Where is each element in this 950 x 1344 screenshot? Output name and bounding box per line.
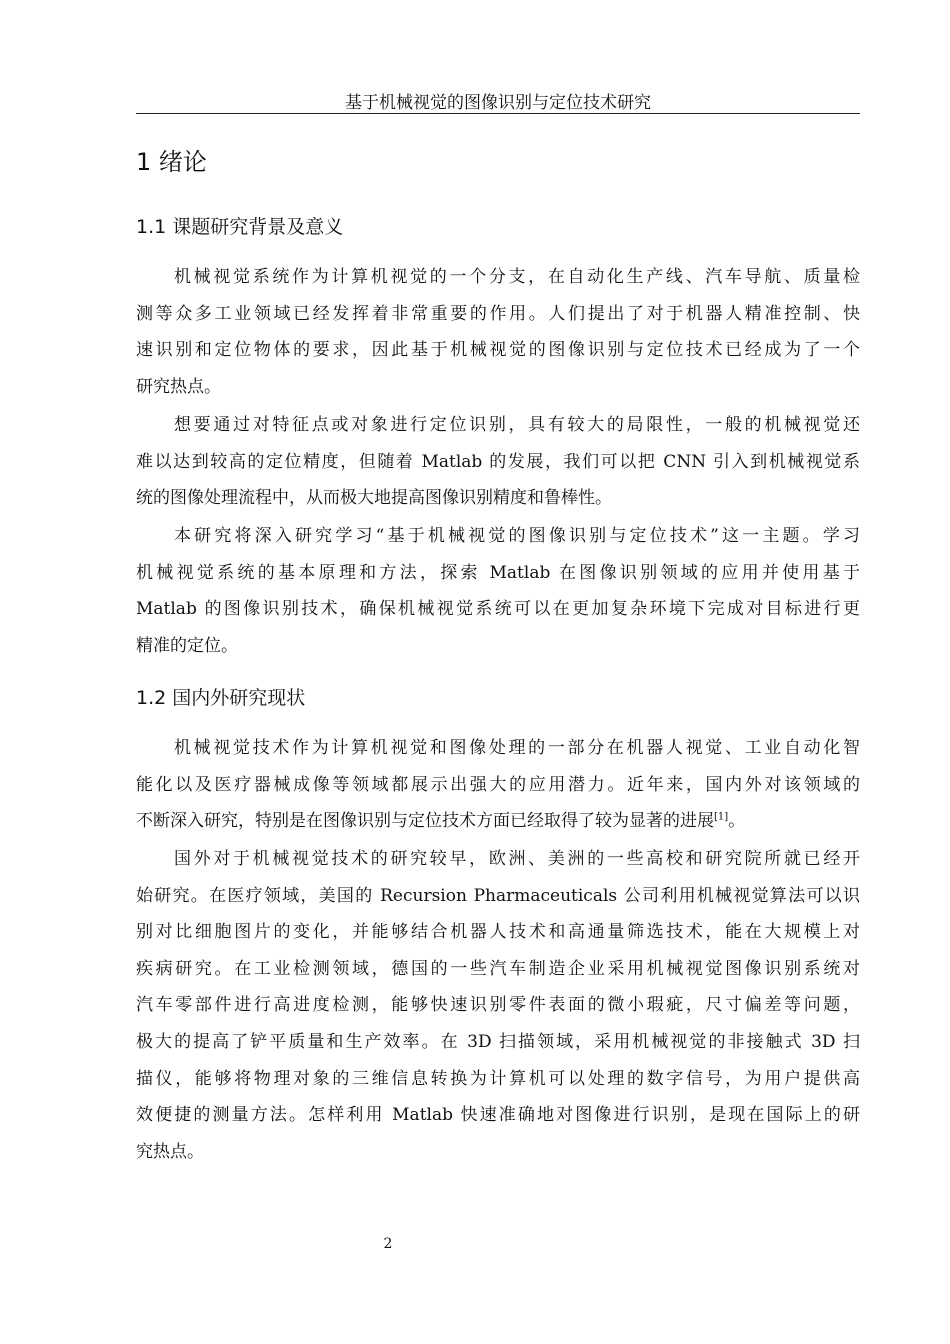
text-line: 本研究将深入研究学习“基于机械视觉的图像识别与定位技术”这一主题。学习 <box>174 526 860 546</box>
paragraph <box>136 407 860 517</box>
text-line: 能化以及医疗器械成像等领域都展示出强大的应用潜力。近年来，国内外对该领域的 <box>136 774 860 795</box>
text-line: 精准的定位。 <box>136 635 238 656</box>
text-run: 不断深入研究，特别是在图像识别与定位技术方面已经取得了较为显著的进展 <box>136 811 714 832</box>
text-line: 测等众多工业领域已经发挥着非常重要的作用。人们提出了对于机器人精准控制、快 <box>136 303 860 324</box>
text-line: 统的图像处理流程中，从而极大地提高图像识别精度和鲁棒性。 <box>136 488 612 509</box>
text-line: Matlab 的图像识别技术，确保机械视觉系统可以在更加复杂环境下完成对目标进行更 <box>136 599 860 620</box>
text-line: 描仪，能够将物理对象的三维信息转换为计算机可以处理的数字信号，为用户提供高 <box>136 1068 860 1089</box>
citation-marker[interactable]: [1] <box>714 811 729 823</box>
page-header: 基于机械视觉的图像识别与定位技术研究 <box>345 93 651 113</box>
chapter-title: 1 绪论 <box>136 148 207 176</box>
section-title-1-1: 1.1 课题研究背景及意义 <box>136 216 344 238</box>
text-line: 想要通过对特征点或对象进行定位识别，具有较大的局限性，一般的机械视觉还 <box>174 415 860 435</box>
text-line: 究热点。 <box>136 1141 204 1162</box>
text-line: 极大的提高了铲平质量和生产效率。在 3D 扫描领域，采用机械视觉的非接触式 3D 扫 <box>136 1031 860 1052</box>
text-line: 机械视觉系统作为计算机视觉的一个分支，在自动化生产线、汽车导航、质量检 <box>174 267 860 287</box>
paragraph <box>136 259 860 405</box>
text-line: 机械视觉系统的基本原理和方法，探索 Matlab 在图像识别领域的应用并使用基于 <box>136 562 860 583</box>
text-line: 研究热点。 <box>136 376 221 397</box>
page-number: 2 <box>383 1236 393 1252</box>
header-rule <box>136 113 860 114</box>
paragraph <box>136 518 860 664</box>
text-line: 难以达到较高的定位精度，但随着 Matlab 的发展，我们可以把 CNN 引入到机械视觉系 <box>136 451 860 472</box>
text-line: 速识别和定位物体的要求，因此基于机械视觉的图像识别与定位技术已经成为了一个 <box>136 340 860 361</box>
section-title-1-2: 1.2 国内外研究现状 <box>136 687 306 709</box>
text-line: 别对比细胞图片的变化，并能够结合机器人技术和高通量筛选技术，能在大规模上对 <box>136 922 860 943</box>
text-line: 疾病研究。在工业检测领域，德国的一些汽车制造企业采用机械视觉图像识别系统对 <box>136 958 860 979</box>
text-line: 效便捷的测量方法。怎样利用 Matlab 快速准确地对图像进行识别，是现在国际上的研 <box>136 1105 860 1126</box>
text-line: 始研究。在医疗领域，美国的 Recursion Pharmaceuticals 公司利用机械视觉算法可以识 <box>136 885 860 906</box>
text-line: 汽车零部件进行高进度检测，能够快速识别零件表面的微小瑕疵，尺寸偏差等问题， <box>136 995 860 1016</box>
paragraph <box>136 841 860 1170</box>
text-line: 国外对于机械视觉技术的研究较早，欧洲、美洲的一些高校和研究院所就已经开 <box>174 849 860 869</box>
text-line: 机械视觉技术作为计算机视觉和图像处理的一部分在机器人视觉、工业自动化智 <box>174 738 860 758</box>
text-run: 。 <box>728 811 746 832</box>
text-line <box>136 803 860 840</box>
paragraph <box>136 730 860 840</box>
